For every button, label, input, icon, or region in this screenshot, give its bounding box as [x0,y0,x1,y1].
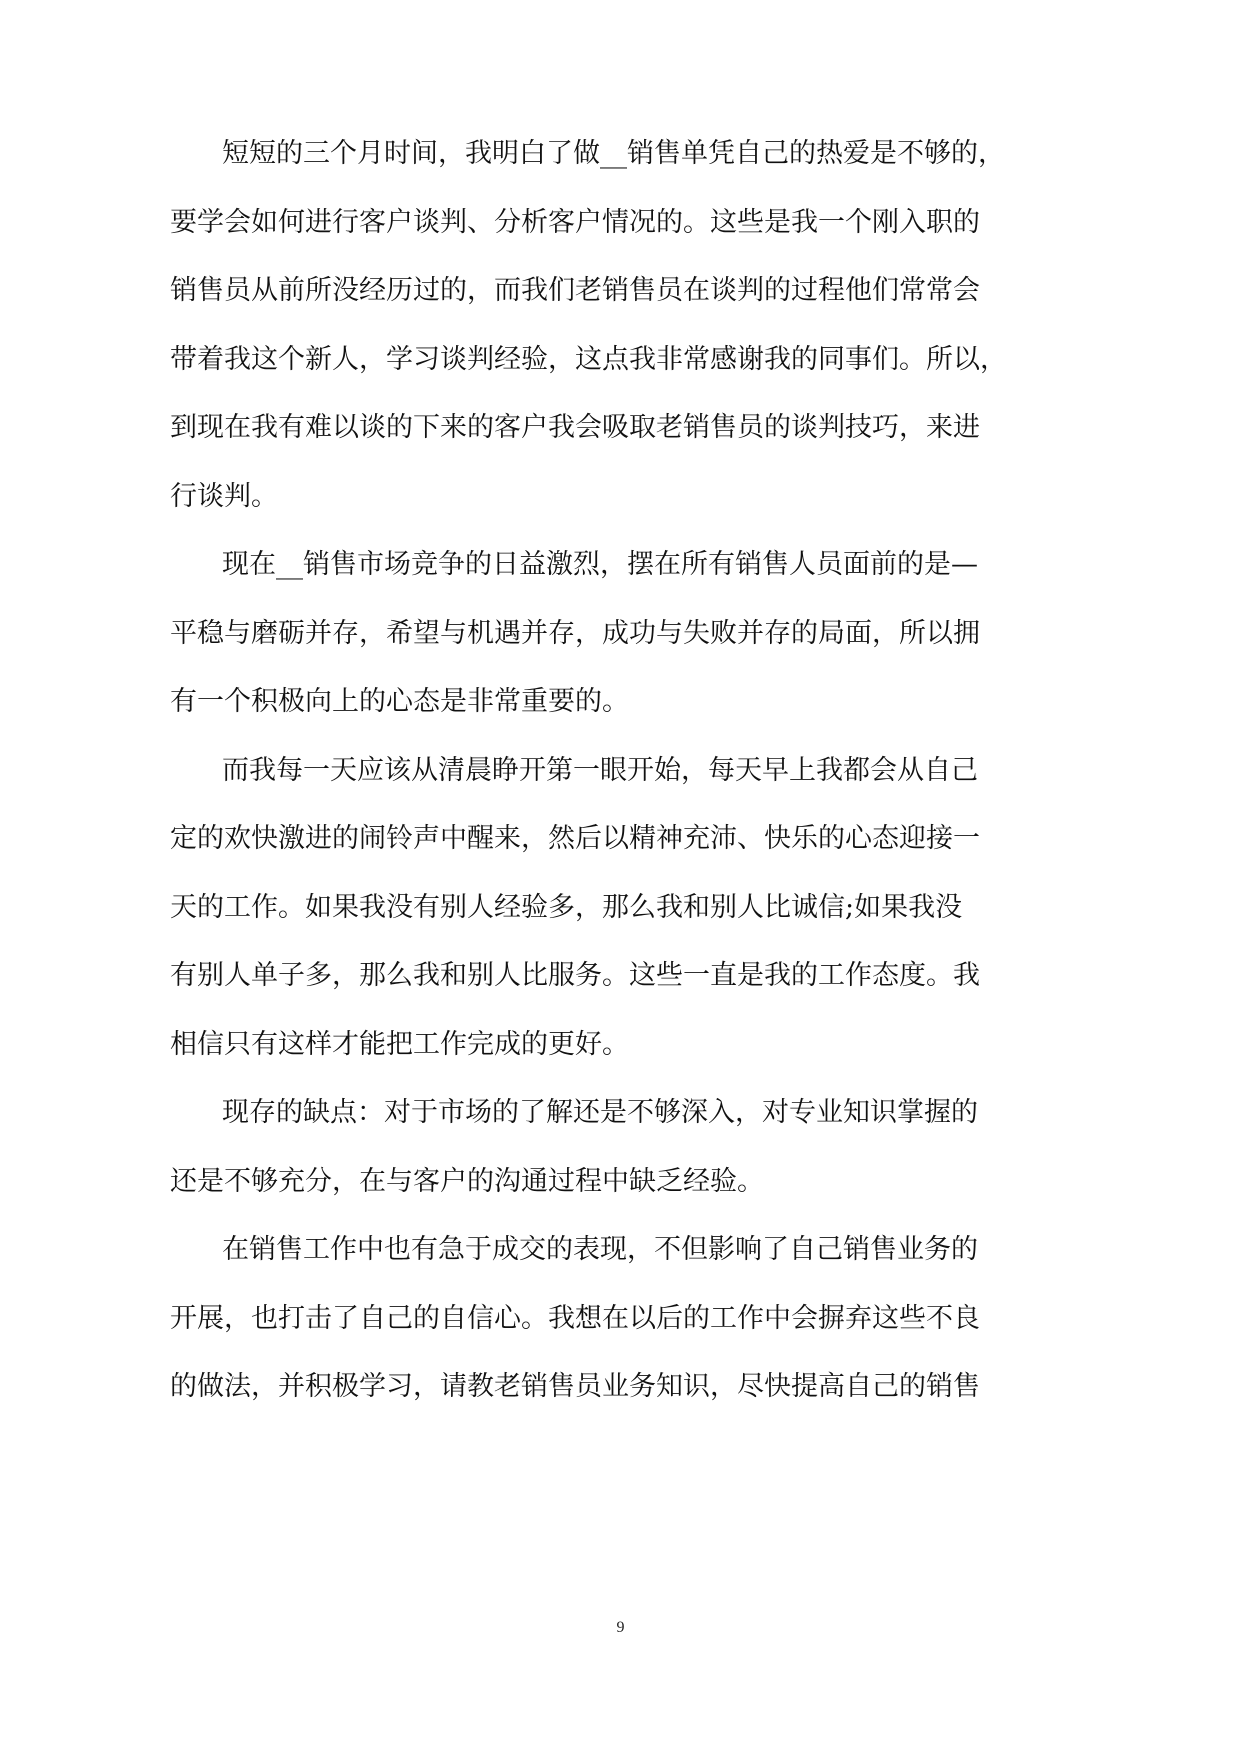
paragraph-line: 的做法，并积极学习，请教老销售员业务知识，尽快提高自己的销售 [170,1371,980,1402]
paragraph-line: 天的工作。如果我没有别人经验多，那么我和别人比诚信;如果我没 [170,892,963,923]
paragraph-line: 现存的缺点：对于市场的了解还是不够深入，对专业知识掌握的 [222,1097,978,1128]
paragraph-line: 现在__销售市场竞争的日益激烈，摆在所有销售人员面前的是— [222,549,978,580]
paragraph-line: 销售员从前所没经历过的，而我们老销售员在谈判的过程他们常常会 [170,275,980,306]
paragraph-line: 有别人单子多，那么我和别人比服务。这些一直是我的工作态度。我 [170,960,980,991]
paragraph-line: 有一个积极向上的心态是非常重要的。 [170,686,629,717]
paragraph-line: 短短的三个月时间，我明白了做__销售单凭自己的热爱是不够的， [222,138,1005,169]
paragraph-line: 定的欢快激进的闹铃声中醒来，然后以精神充沛、快乐的心态迎接一 [170,823,980,854]
paragraph-line: 行谈判。 [170,481,278,512]
paragraph-line: 而我每一天应该从清晨睁开第一眼开始，每天早上我都会从自己 [222,755,978,786]
paragraph-line: 到现在我有难以谈的下来的客户我会吸取老销售员的谈判技巧，来进 [170,412,980,443]
paragraph-line: 还是不够充分，在与客户的沟通过程中缺乏经验。 [170,1166,764,1197]
paragraph-line: 带着我这个新人，学习谈判经验，这点我非常感谢我的同事们。所以， [170,344,1007,375]
paragraph-line: 开展，也打击了自己的自信心。我想在以后的工作中会摒弃这些不良 [170,1303,980,1334]
page-number: 9 [616,1619,625,1636]
paragraph-line: 平稳与磨砺并存，希望与机遇并存，成功与失败并存的局面，所以拥 [170,618,980,649]
paragraph-line: 在销售工作中也有急于成交的表现，不但影响了自己销售业务的 [222,1234,978,1265]
paragraph-line: 相信只有这样才能把工作完成的更好。 [170,1029,629,1060]
paragraph-line: 要学会如何进行客户谈判、分析客户情况的。这些是我一个刚入职的 [170,207,980,238]
